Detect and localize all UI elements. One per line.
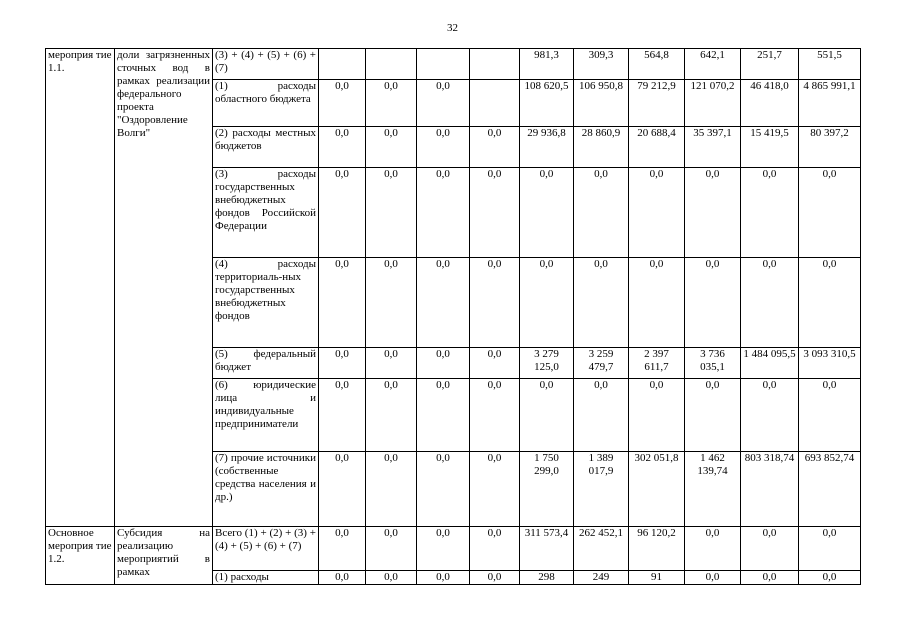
amount-cell: 0,0 [799,527,861,571]
amount-cell: 642,1 [685,49,741,80]
amount-cell: 302 051,8 [629,452,685,527]
amount-cell: 79 212,9 [629,80,685,127]
amount-cell: 0,0 [417,127,470,168]
amount-cell: 0,0 [319,168,366,258]
funding-source: (2) расходы местных бюджетов [213,127,319,168]
amount-cell: 0,0 [470,571,520,585]
activity-description: Субсидия на реализацию мероприятий в рамках [115,527,213,585]
funding-source: Всего (1) + (2) + (3) + (4) + (5) + (6) + (7) [213,527,319,571]
amount-cell: 0,0 [741,379,799,452]
amount-cell: 106 950,8 [574,80,629,127]
amount-cell: 298 [520,571,574,585]
amount-cell: 0,0 [629,168,685,258]
amount-cell: 0,0 [574,168,629,258]
amount-cell: 91 [629,571,685,585]
amount-cell: 0,0 [417,452,470,527]
table-row [46,49,861,80]
amount-cell: 551,5 [799,49,861,80]
amount-cell: 0,0 [799,168,861,258]
amount-cell: 3 736 035,1 [685,348,741,379]
amount-cell: 0,0 [470,258,520,348]
funding-source: (1) расходы областного бюджета [213,80,319,127]
amount-cell [470,80,520,127]
amount-cell: 249 [574,571,629,585]
amount-cell: 46 418,0 [741,80,799,127]
amount-cell: 0,0 [319,127,366,168]
amount-cell: 981,3 [520,49,574,80]
amount-cell: 0,0 [417,168,470,258]
amount-cell: 0,0 [520,258,574,348]
amount-cell: 3 279 125,0 [520,348,574,379]
amount-cell: 0,0 [417,258,470,348]
funding-source: (4) расходы территориаль-ных государственных внебюджетных фондов [213,258,319,348]
amount-cell: 0,0 [520,379,574,452]
amount-cell: 0,0 [629,379,685,452]
funding-source: (1) расходы [213,571,319,585]
amount-cell: 0,0 [470,452,520,527]
amount-cell: 309,3 [574,49,629,80]
amount-cell: 0,0 [629,258,685,348]
amount-cell: 0,0 [319,379,366,452]
amount-cell [417,49,470,80]
amount-cell: 0,0 [685,168,741,258]
amount-cell: 0,0 [685,258,741,348]
amount-cell: 0,0 [574,258,629,348]
amount-cell: 0,0 [685,527,741,571]
amount-cell: 1 389 017,9 [574,452,629,527]
amount-cell: 564,8 [629,49,685,80]
amount-cell: 0,0 [366,258,417,348]
amount-cell: 0,0 [366,127,417,168]
amount-cell: 0,0 [417,379,470,452]
amount-cell: 2 397 611,7 [629,348,685,379]
amount-cell: 1 484 095,5 [741,348,799,379]
amount-cell: 15 419,5 [741,127,799,168]
amount-cell: 0,0 [470,127,520,168]
amount-cell: 0,0 [366,571,417,585]
amount-cell: 0,0 [366,527,417,571]
amount-cell: 1 750 299,0 [520,452,574,527]
table-row [46,527,861,571]
amount-cell: 29 936,8 [520,127,574,168]
amount-cell: 96 120,2 [629,527,685,571]
amount-cell: 0,0 [741,168,799,258]
amount-cell: 0,0 [741,571,799,585]
amount-cell: 0,0 [470,379,520,452]
amount-cell: 0,0 [741,258,799,348]
funding-source: (5) федеральный бюджет [213,348,319,379]
funding-source: (6) юридические лица и индивидуальные предприниматели [213,379,319,452]
amount-cell: 0,0 [799,379,861,452]
amount-cell: 0,0 [799,258,861,348]
funding-source: (7) прочие источники (собственные средства населения и др.) [213,452,319,527]
amount-cell: 693 852,74 [799,452,861,527]
amount-cell: 0,0 [417,80,470,127]
amount-cell: 28 860,9 [574,127,629,168]
amount-cell: 0,0 [470,348,520,379]
amount-cell: 4 865 991,1 [799,80,861,127]
amount-cell: 0,0 [685,379,741,452]
funding-source: (3) + (4) + (5) + (6) + (7) [213,49,319,80]
funding-source: (3) расходы государственных внебюджетных фондов Российской Федерации [213,168,319,258]
activity-name: мероприя тие 1.1. [46,49,115,527]
amount-cell: 0,0 [319,571,366,585]
amount-cell: 108 620,5 [520,80,574,127]
amount-cell: 0,0 [366,452,417,527]
activity-description: доли загрязненных сточных вод в рамках реализации федерального проекта "Оздоровление Волги" [115,49,213,527]
amount-cell: 0,0 [417,348,470,379]
amount-cell: 20 688,4 [629,127,685,168]
amount-cell: 0,0 [366,379,417,452]
page-number: 32 [447,22,458,34]
amount-cell: 0,0 [799,571,861,585]
amount-cell: 121 070,2 [685,80,741,127]
amount-cell: 35 397,1 [685,127,741,168]
amount-cell: 0,0 [319,80,366,127]
amount-cell: 0,0 [366,80,417,127]
amount-cell: 0,0 [741,527,799,571]
amount-cell: 0,0 [366,168,417,258]
amount-cell: 0,0 [417,527,470,571]
activity-name: Основное мероприя тие 1.2. [46,527,115,585]
amount-cell [366,49,417,80]
budget-table [45,48,861,585]
amount-cell: 0,0 [417,571,470,585]
amount-cell [470,49,520,80]
amount-cell: 0,0 [319,348,366,379]
amount-cell: 0,0 [470,527,520,571]
amount-cell: 803 318,74 [741,452,799,527]
amount-cell: 311 573,4 [520,527,574,571]
amount-cell: 0,0 [685,571,741,585]
amount-cell: 3 093 310,5 [799,348,861,379]
amount-cell: 0,0 [520,168,574,258]
amount-cell: 251,7 [741,49,799,80]
amount-cell: 0,0 [319,452,366,527]
amount-cell: 0,0 [319,527,366,571]
amount-cell: 0,0 [319,258,366,348]
amount-cell: 0,0 [574,379,629,452]
amount-cell: 1 462 139,74 [685,452,741,527]
amount-cell [319,49,366,80]
amount-cell: 80 397,2 [799,127,861,168]
amount-cell: 3 259 479,7 [574,348,629,379]
amount-cell: 0,0 [470,168,520,258]
amount-cell: 262 452,1 [574,527,629,571]
amount-cell: 0,0 [366,348,417,379]
